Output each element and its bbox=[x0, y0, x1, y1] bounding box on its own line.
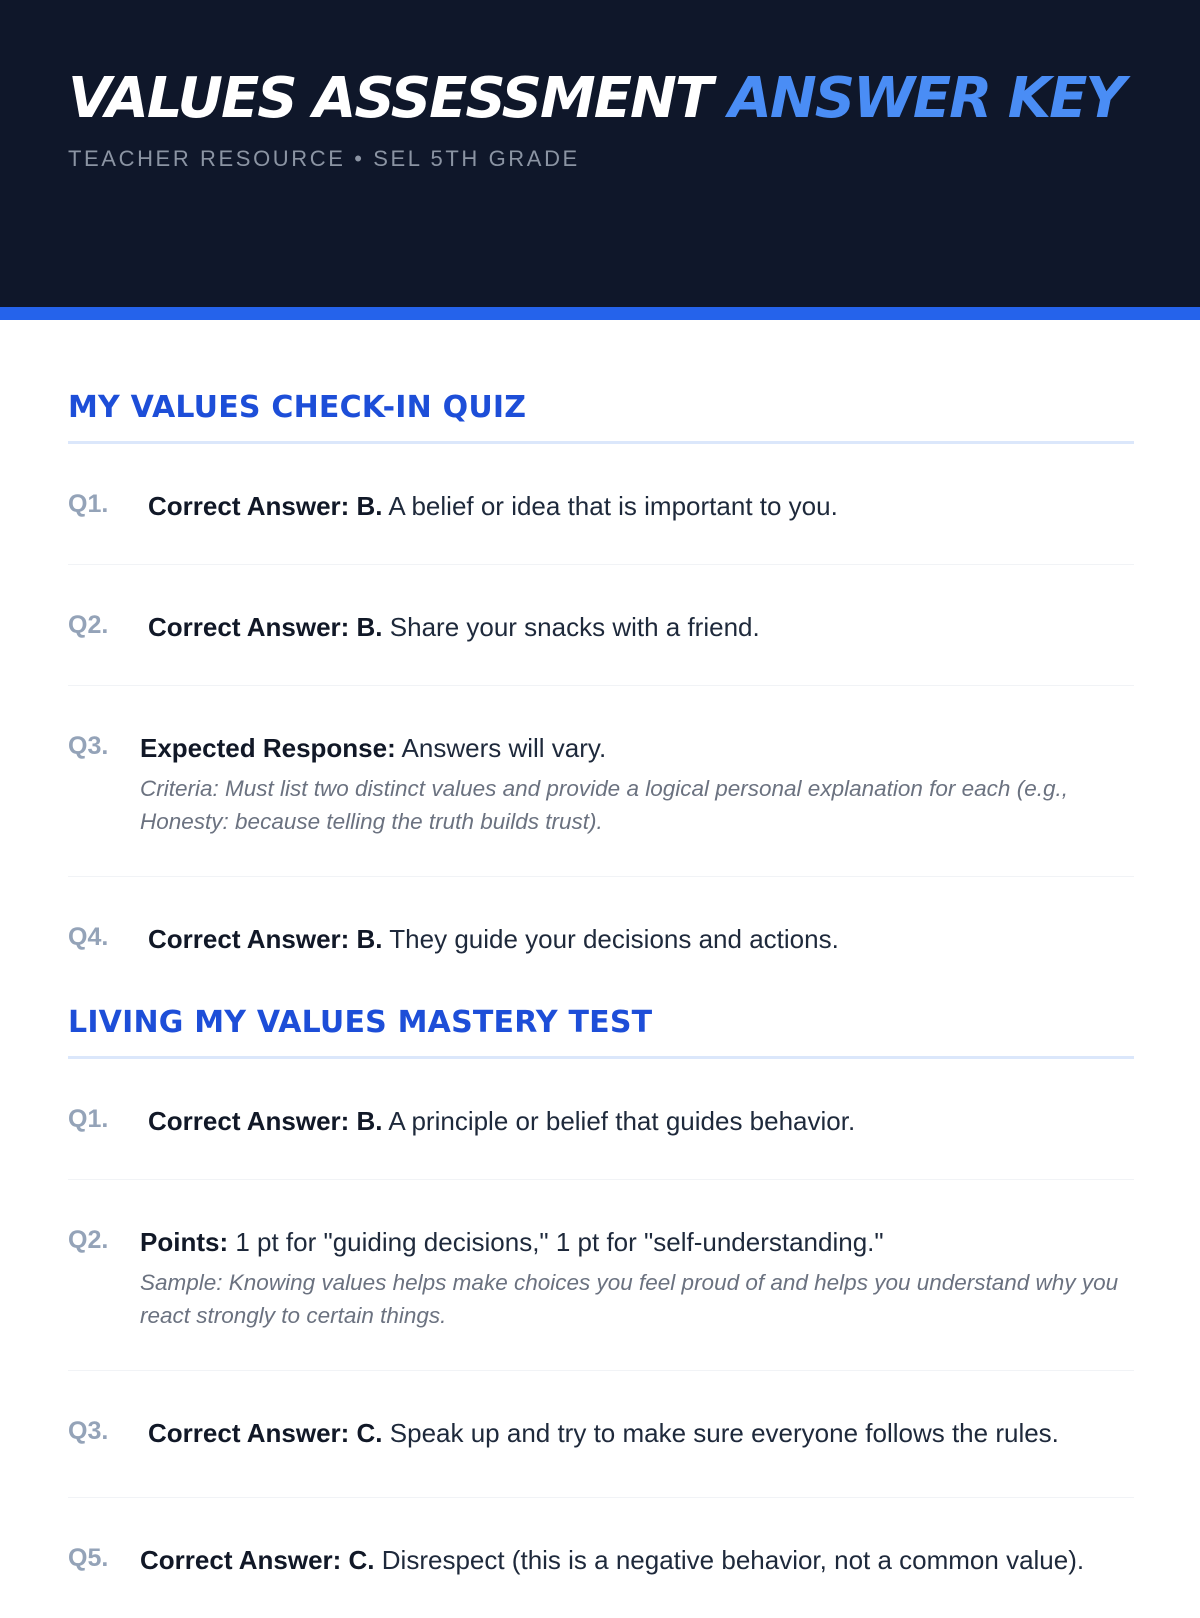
answer-key-content bbox=[68, 320, 1134, 1618]
answer-label: Correct Answer: B. bbox=[148, 612, 383, 642]
answer-label: Correct Answer: B. bbox=[148, 1106, 383, 1136]
question-item bbox=[68, 1059, 1134, 1180]
question-list bbox=[68, 1059, 1134, 1618]
answer-value: They guide your decisions and actions. bbox=[382, 924, 839, 954]
answer-text bbox=[140, 607, 1134, 647]
question-item bbox=[68, 444, 1134, 565]
answer-text bbox=[140, 1413, 1134, 1453]
answer-value: Share your snacks with a friend. bbox=[382, 612, 760, 642]
question-number: Q5. bbox=[68, 1544, 109, 1572]
answer-value: Disrespect (this is a negative behavior, not a common value). bbox=[374, 1545, 1085, 1575]
title-accent: ANSWER KEY bbox=[728, 66, 1124, 131]
question-item bbox=[68, 565, 1134, 686]
grading-criteria: Criteria: Must list two distinct values and provide a logical personal explanation for each (e.g., Honesty: because telling the truth builds trust). bbox=[140, 776, 1068, 834]
question-item bbox=[68, 686, 1134, 877]
page-title bbox=[68, 66, 1132, 132]
section-mastery-test bbox=[68, 1005, 1134, 1618]
answer-label: Points: bbox=[140, 1227, 229, 1257]
page-subtitle: TEACHER RESOURCE • SEL 5TH GRADE bbox=[68, 146, 580, 171]
title-main: VALUES ASSESSMENT bbox=[68, 66, 729, 131]
section-title: LIVING MY VALUES MASTERY TEST bbox=[68, 1005, 1134, 1059]
answer-text bbox=[140, 1540, 1134, 1580]
answer-text bbox=[140, 728, 1134, 838]
question-number: Q2. bbox=[68, 611, 109, 639]
answer-label: Correct Answer: C. bbox=[140, 1545, 375, 1575]
answer-label: Correct Answer: C. bbox=[148, 1418, 383, 1448]
section-title: MY VALUES CHECK-IN QUIZ bbox=[68, 390, 1134, 444]
question-item bbox=[68, 1371, 1134, 1498]
question-item bbox=[68, 877, 1134, 997]
answer-value: Speak up and try to make sure everyone follows the rules. bbox=[382, 1418, 1059, 1448]
answer-label: Correct Answer: B. bbox=[148, 491, 383, 521]
question-number: Q3. bbox=[68, 732, 109, 760]
answer-value: A belief or idea that is important to you. bbox=[382, 491, 838, 521]
question-item bbox=[68, 1180, 1134, 1371]
answer-text bbox=[140, 1101, 1134, 1141]
answer-text bbox=[140, 486, 1134, 526]
answer-value: Answers will vary. bbox=[395, 733, 607, 763]
question-number: Q4. bbox=[68, 923, 109, 951]
question-number: Q3. bbox=[68, 1417, 109, 1445]
question-number: Q2. bbox=[68, 1226, 109, 1254]
section-check-in-quiz bbox=[68, 390, 1134, 997]
question-number: Q1. bbox=[68, 1105, 109, 1133]
answer-label: Correct Answer: B. bbox=[148, 924, 383, 954]
answer-label: Expected Response: bbox=[140, 733, 396, 763]
answer-text bbox=[140, 1222, 1134, 1332]
answer-value: A principle or belief that guides behavior. bbox=[382, 1106, 856, 1136]
answer-text bbox=[140, 919, 1134, 959]
sample-answer: Sample: Knowing values helps make choices you feel proud of and helps you understand why you react strongly to certain things. bbox=[140, 1270, 1119, 1328]
question-item bbox=[68, 1498, 1134, 1618]
answer-value: 1 pt for "guiding decisions," 1 pt for "self-understanding." bbox=[228, 1227, 884, 1257]
page-header bbox=[0, 0, 1200, 320]
question-list bbox=[68, 444, 1134, 997]
question-number: Q1. bbox=[68, 490, 109, 518]
